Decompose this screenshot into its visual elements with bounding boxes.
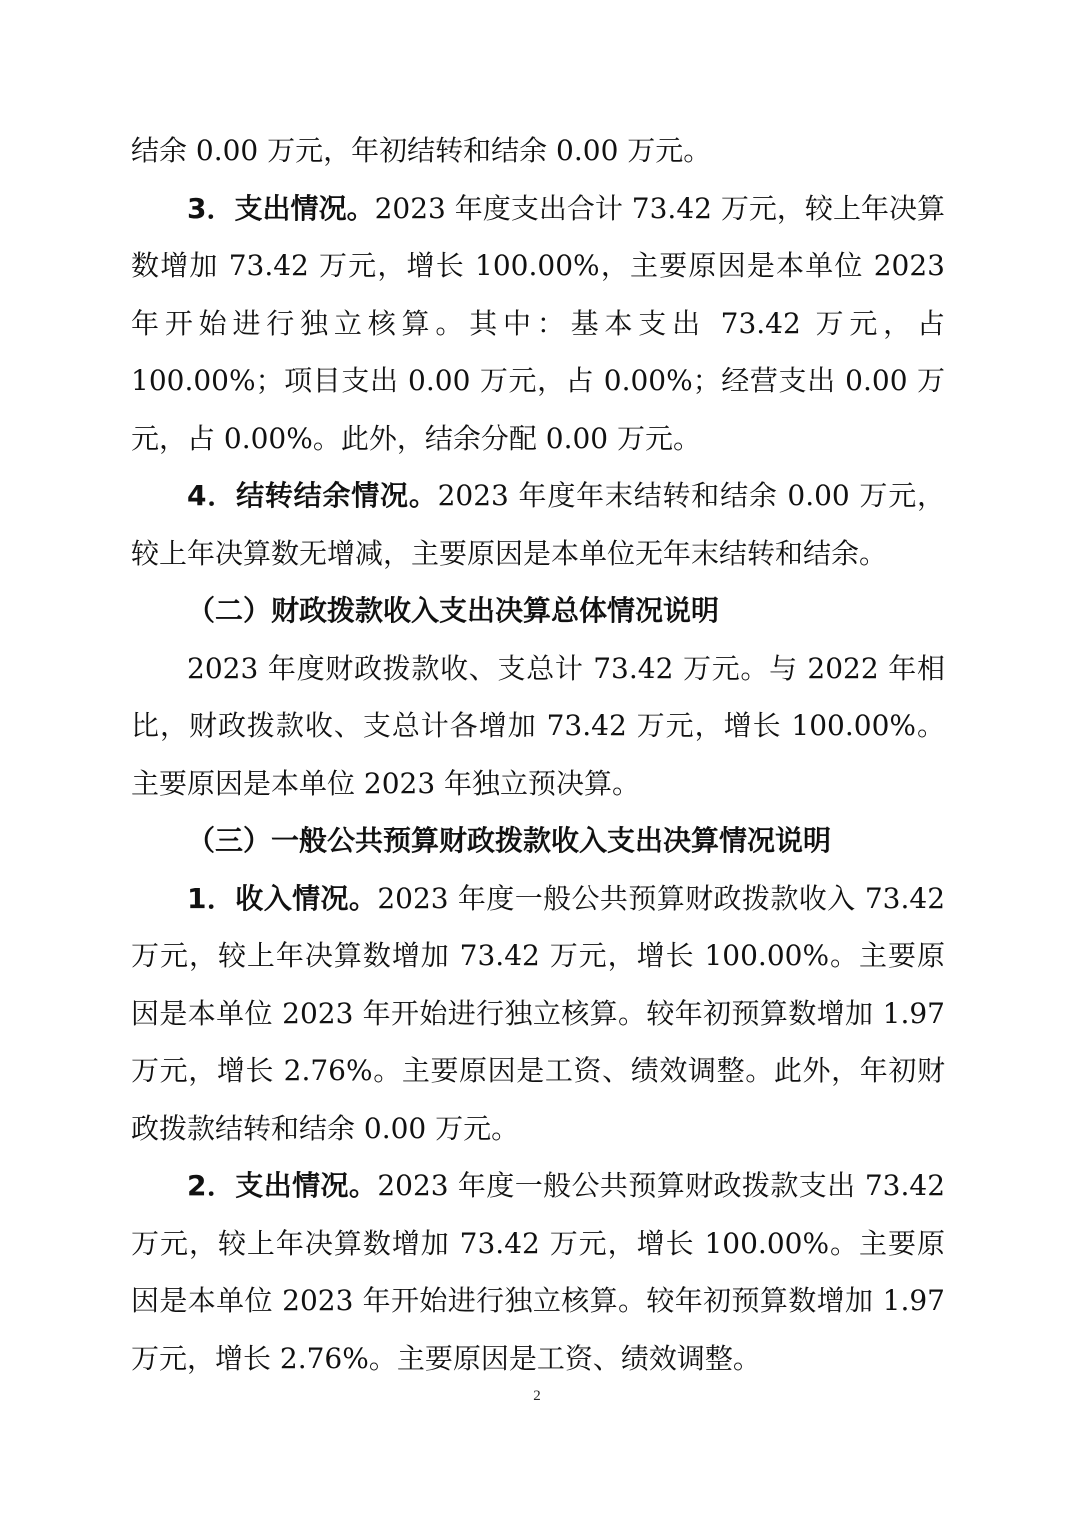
paragraph-lead: 1．收入情况。 bbox=[187, 881, 378, 915]
paragraph-text: 2023 年度年末结转和结余 0.00 万元，较上年决算数无增减，主要原因是本单位无年末结转和结余。 bbox=[131, 479, 945, 570]
paragraph-fiscal-total: 2023 年度财政拨款收、支总计 73.42 万元。与 2022 年相比，财政拨款收、支总计各增加 73.42 万元，增长 100.00%。主要原因是本单位 2023 年独立预决算。 bbox=[131, 651, 945, 800]
paragraph-income bbox=[131, 870, 945, 1158]
page-number: 2 bbox=[533, 1388, 541, 1404]
paragraph-text: 2023 年度一般公共预算财政拨款支出 73.42 万元，较上年决算数增加 73.42 万元，增长 100.00%。主要原因是本单位 2023 年开始进行独立核算。较年初预算数增加 1.97 万元，增长 2.76%。主要原因是工资、绩效调整。 bbox=[131, 1169, 946, 1375]
section-heading: （二）财政拨款收入支出决算总体情况说明 bbox=[187, 594, 720, 627]
document-body bbox=[131, 122, 945, 1387]
paragraph-lead: 2．支出情况。 bbox=[187, 1169, 378, 1202]
paragraph-carryover: 结余 0.00 万元，年初结转和结余 0.00 万元。 bbox=[131, 134, 712, 167]
paragraph-lead: 3．支出情况。 bbox=[187, 191, 375, 225]
paragraph-general-expenditure bbox=[131, 1157, 945, 1387]
paragraph-text: 2023 年度支出合计 73.42 万元，较上年决算数增加 73.42 万元，增长 100.00%，主要原因是本单位 2023 年开始进行独立核算。其中：基本支出 73.42 万元，占 100.00%；项目支出 0.00 万元，占 0.00%；经营支出 0.00 万元，占 0.00%。此外，结余分配 0.00 万元。 bbox=[131, 191, 945, 455]
paragraph-balance bbox=[131, 467, 945, 582]
paragraph-lead: 4．结转结余情况。 bbox=[187, 479, 438, 512]
paragraph-expenditure bbox=[131, 180, 945, 468]
paragraph-text: 2023 年度一般公共预算财政拨款收入 73.42 万元，较上年决算数增加 73.42 万元，增长 100.00%。主要原因是本单位 2023 年开始进行独立核算。较年初预算数增加 1.97 万元，增长 2.76%。主要原因是工资、绩效调整。此外，年初财政拨款结转和结余 0.00 万元。 bbox=[131, 881, 946, 1145]
section-heading: （三）一般公共预算财政拨款收入支出决算情况说明 bbox=[187, 824, 832, 857]
